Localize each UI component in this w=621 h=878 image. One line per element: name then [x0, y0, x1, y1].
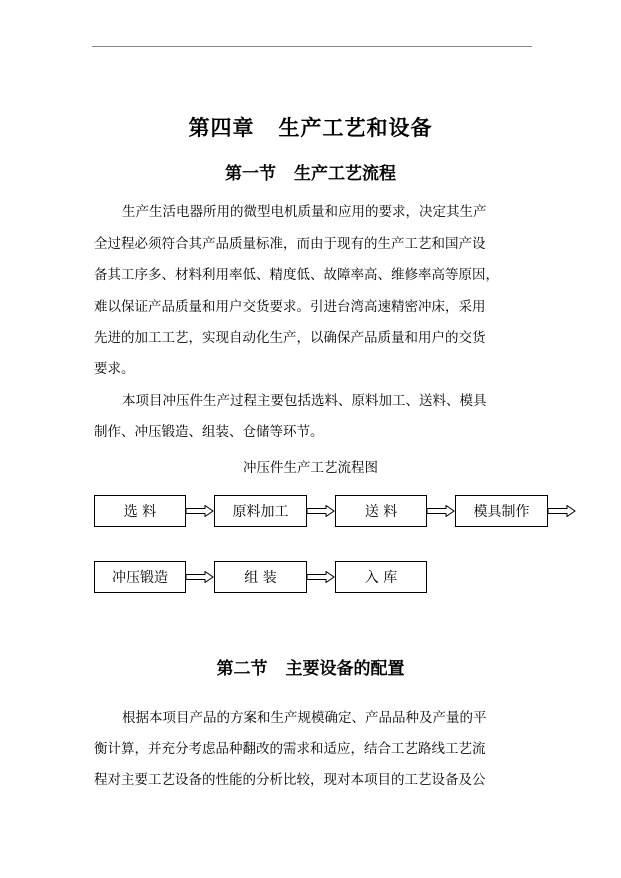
- flow-step-feeding: 送 料: [335, 495, 427, 527]
- paragraph-line: 本项目冲压件生产过程主要包括选料、原料加工、送料、模具: [122, 393, 487, 409]
- flowchart-caption: 冲压件生产工艺流程图: [243, 460, 378, 476]
- section-number: 第二节: [216, 659, 268, 679]
- flow-arrow-icon: [427, 505, 455, 517]
- paragraph-line: 全过程必须符合其产品质量标准，而由于现有的生产工艺和国产设: [94, 236, 486, 252]
- section-number: 第一节: [225, 164, 276, 184]
- section-heading-1: [0, 159, 621, 184]
- flow-step-material-processing: 原料加工: [214, 495, 307, 527]
- flow-arrow-icon: [548, 505, 576, 517]
- chapter-heading: [0, 112, 621, 142]
- paragraph-line: 难以保证产品质量和用户交货要求。引进台湾高速精密冲床，采用: [94, 299, 486, 315]
- header-rule: [92, 46, 532, 47]
- flow-arrow-icon: [186, 505, 214, 517]
- flow-arrow-icon: [307, 505, 335, 517]
- paragraph-line: 程对主要工艺设备的性能的分析比较，现对本项目的工艺设备及公: [94, 772, 486, 788]
- flow-step-assembly: 组 装: [214, 561, 307, 593]
- paragraph-line: 要求。: [94, 361, 135, 377]
- chapter-title: 生产工艺和设备: [278, 115, 433, 140]
- flow-arrow-icon: [307, 571, 335, 583]
- flow-step-select-material: 选 料: [94, 495, 186, 527]
- paragraph-line: 根据本项目产品的方案和生产规模确定、产品品种及产量的平: [122, 710, 487, 726]
- paragraph-line: 先进的加工工艺，实现自动化生产，以确保产品质量和用户的交货: [94, 330, 486, 346]
- section-title: 生产工艺流程: [294, 164, 396, 184]
- flow-step-mold-making: 模具制作: [455, 495, 548, 527]
- section-title: 主要设备的配置: [285, 659, 405, 679]
- paragraph-line: 生产生活电器所用的微型电机质量和应用的要求，决定其生产: [122, 204, 487, 220]
- paragraph-line: 备其工序多、材料利用率低、精度低、故障率高、维修率高等原因，: [94, 267, 499, 283]
- paragraph-line: 衡计算，并充分考虑品种翻改的需求和适应，结合工艺路线工艺流: [94, 741, 486, 757]
- flow-step-stamping-forging: 冲压锻造: [94, 561, 186, 593]
- flow-step-warehousing: 入 库: [335, 561, 427, 593]
- flow-arrow-icon: [186, 571, 214, 583]
- section-heading-2: [0, 654, 621, 679]
- chapter-number: 第四章: [188, 115, 255, 140]
- paragraph-line: 制作、冲压锻造、组装、仓储等环节。: [94, 424, 324, 440]
